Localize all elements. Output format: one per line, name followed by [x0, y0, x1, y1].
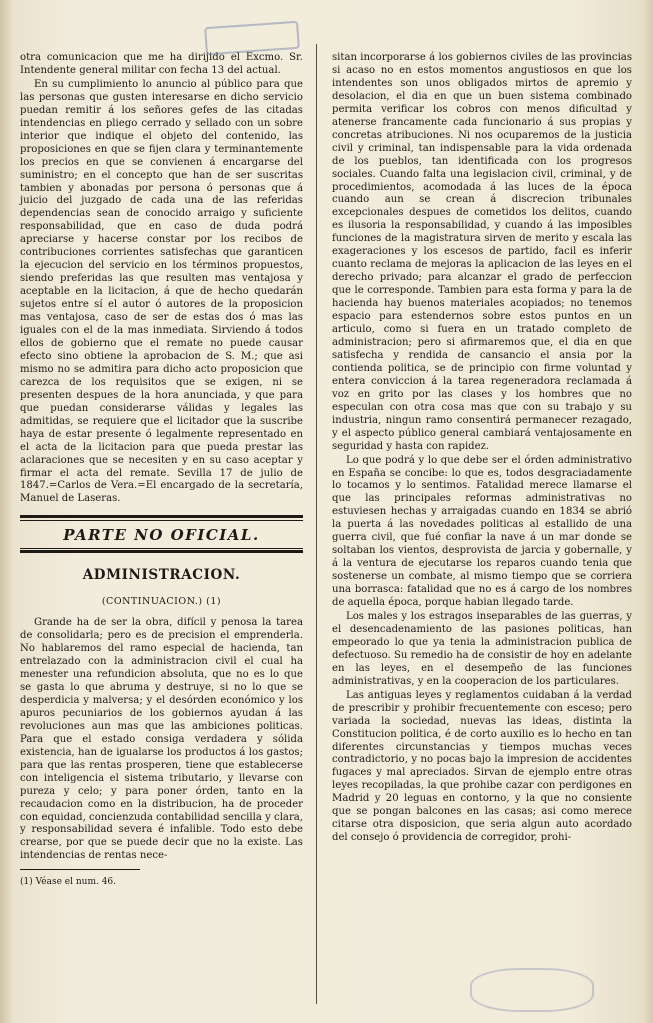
library-stamp-top — [204, 21, 300, 55]
left-column — [20, 52, 303, 889]
footnote: (1) Véase el num. 46. — [20, 877, 117, 888]
library-stamp-bottom — [470, 968, 594, 1012]
paragraph: Los males y los estragos inseparables de las guerras, y el desencadenamiento de las pasiones politicas, han empeorado lo que ya tenia la administracion publica de defectuoso. Su remedio ha de consistir de hoy en adelante en las leyes, en el desempeño de las funciones administrativas, y en la cooperacion de los particulares. — [332, 610, 632, 687]
section-rule-bottom-thin — [20, 548, 303, 549]
paragraph: En su cumplimiento lo anuncio al público para que las personas que gusten interesarse en dicho servicio puedan remitir á los señores gefes de las citadas intendencias en pliego cerrado y sellado con un sobre interior que indique el objeto del contenido, las proposiciones en que se fijen clara y terminantemente los precios en que se convienen á encargarse del suministro; en el concepto que han de ser suscritas tambien y abonadas por persona ó personas que á juicio del juzgado de cada una de las referidas dependencias sean de conocido arraigo y suficiente responsabilidad, que en caso de duda podrá apreciarse y hacerse constar por los recibos de contribuciones corrientes satisfechas que garanticen la ejecucion del servicio en los términos propuestos, siendo preferidas las que resulten mas ventajosa y aceptable en la licitacion, á que de hecho quedarán sujetos entre sí el autor ó autores de la proposicion mas ventajosa, caso de ser de estas dos ó mas las iguales con el de la mas inmediata. Sirviendo á todos ellos de gobierno que el remate no puede causar efecto sino obtiene la aprobacion de S. M.; que asi mismo no se admitira para dicho acto proposicion que carezca de los requisitos que se exigen, ni se presenten despues de la hora anunciada, y que para que puedan considerarse válidas y legales las admitidas, se requiere que el licitador que la suscribe haya de estar presente ó legalmente representado en el acta de la licitacion para que pueda prestar las aclaraciones que se necesiten y en su caso aceptar y firmar el acta del remate. Sevilla 17 de julio de 1847.=Carlos de Vera.=El encargado de la secretaría, Manuel de Laseras. — [20, 78, 303, 505]
footnote-ref: (1) — [206, 596, 222, 608]
paragraph: Lo que podrá y lo que debe ser el órden administrativo en España se concibe: lo que es, todos desgraciadamente lo tocamos y lo sentimos. Fatalidad merece llamarse el que las principales reformas administrativas no estuviesen hechas y arraigadas cuando en 1834 se abrió la puerta á las novedades politicas al estallido de una guerra civil, que fué confiar la nave á un mar donde se soltaban los vientos, desprovista de jarcia y gobernalle, y á la ventura de ejecutarse los reparos cuando tenia que sostenerse un combate, al mismo tiempo que se corriera una borrasca: fatalidad que no es á cargo de los nombres de aquella época, porque habian llegado tarde. — [332, 454, 632, 609]
column-divider — [316, 44, 317, 1004]
section-rule-top — [20, 515, 303, 518]
article-paragraph: Grande ha de ser la obra, difícil y penosa la tarea de consolidarla; pero es de precision el emprenderla. No hablaremos del ramo especial de hacienda, tan entrelazado con la administracion civil el cual ha menester una refundicion absoluta, que no es lo que se gasta lo que abruma y destruye, si no lo que se desperdicia y malversa; y el desórden económico y los apuros pecuniarios de los gobiernos ayudan á las revoluciones aun mas que las ambiciones politicas. Para que el estado consiga verdadera y sólida existencia, han de igualarse los productos á los gastos; para que las rentas prosperen, tiene que establecerse con inteligencia el sistema tributario, y llevarse con pureza y celo; y para poner órden, tanto en la recaudacion como en la distribucion, ha de proceder con equidad, concienzuda contabilidad sencilla y clara, y responsabilidad severa é infalible. Todo esto debe crearse, por que se puede decir que no la existe. Las intendencias de rentas nece- — [20, 617, 303, 862]
article-subtitle — [20, 596, 303, 609]
article-title: ADMINISTRACION. — [82, 567, 241, 584]
footnote-rule — [20, 869, 140, 870]
section-header: PARTE NO OFICIAL. — [63, 526, 260, 545]
right-column — [332, 52, 632, 845]
paragraph: otra comunicacion que me ha dirijido el Excmo. Sr. Intendente general militar con fecha 13 del actual. — [20, 52, 303, 76]
section-rule-top-thin — [20, 520, 303, 521]
paragraph: sitan incorporarse á los gobiernos civiles de las provincias si acaso no en estos momentos angustiosos en que los intendentes son unos obligados mirtos de apremio y desolacion, el dia en que un buen sistema combinado permita verificar los cobros con menos dificultad y atenerse francamente cada funcionario á sus propias y concretas atribuciones. Ni nos ocuparemos de la justicia civil y criminal, tan indispensable para la vida ordenada de los pueblos, tan identificada con los progresos sociales. Cuando falta una legislacion civil, criminal, y de procedimientos, acomodada á las luces de la época cuando aun se crean á discrecion tribunales excepcionales despues de cometidos los delitos, cuando es ilusoria la responsabilidad, y cuando á las imposibles funciones de la magistratura sirven de merito y escala las exageraciones y los escesos de partido, facil es inferir cuanto reclama de mejoras la aplicacion de las leyes en el derecho privado; para alcanzar el grado de perfeccion que le corresponde. Tambien para esta forma y para la de hacienda hay buenos materiales acopiados; no tenemos espacio para estendernos sobre estos puntos en un articulo, como si fuera en un tratado completo de administracion; pero si afirmaremos que, el dia en que satisfecha y rendida de cansancio el ansia por la contienda politica, se de principio con firme voluntad y entera conviccion á la tarea regeneradora reclamada á voz en grito por las clases y los hombres que no especulan con otra cosa mas que con su trabajo y su industria, ningun ramo consentirá permanecer rezagado, y el aspecto público general cambiará ventajosamente en seguridad y hasta con rapidez. — [332, 52, 632, 452]
paragraph: Las antiguas leyes y reglamentos cuidaban á la verdad de prescribir y prohibir frecuentemente con esceso; pero variada la sociedad, nuevas las ideas, distinta la Constitucion politica, é de corto auxilio es lo hecho en tan diferentes circunstancias y tiempos muchas veces contradictorio, y no pocas bajo la impresion de accidentes fugaces y mal apreciados. Sirvan de ejemplo entre otras leyes recopiladas, la que prohibe cazar con perdigones en Madrid y 20 leguas en contorno, y la que no consiente que se pongan balcones en las casas; asi como merece citarse otra disposicion, que seria algun auto acordado del consejo ó providencia de corregidor, prohi- — [332, 689, 632, 844]
page-edge-shadow — [0, 0, 14, 1023]
section-rule-bottom — [20, 550, 303, 553]
page-edge-shadow — [643, 0, 653, 1023]
article-subtitle-text: (CONTINUACION.) — [101, 596, 203, 608]
